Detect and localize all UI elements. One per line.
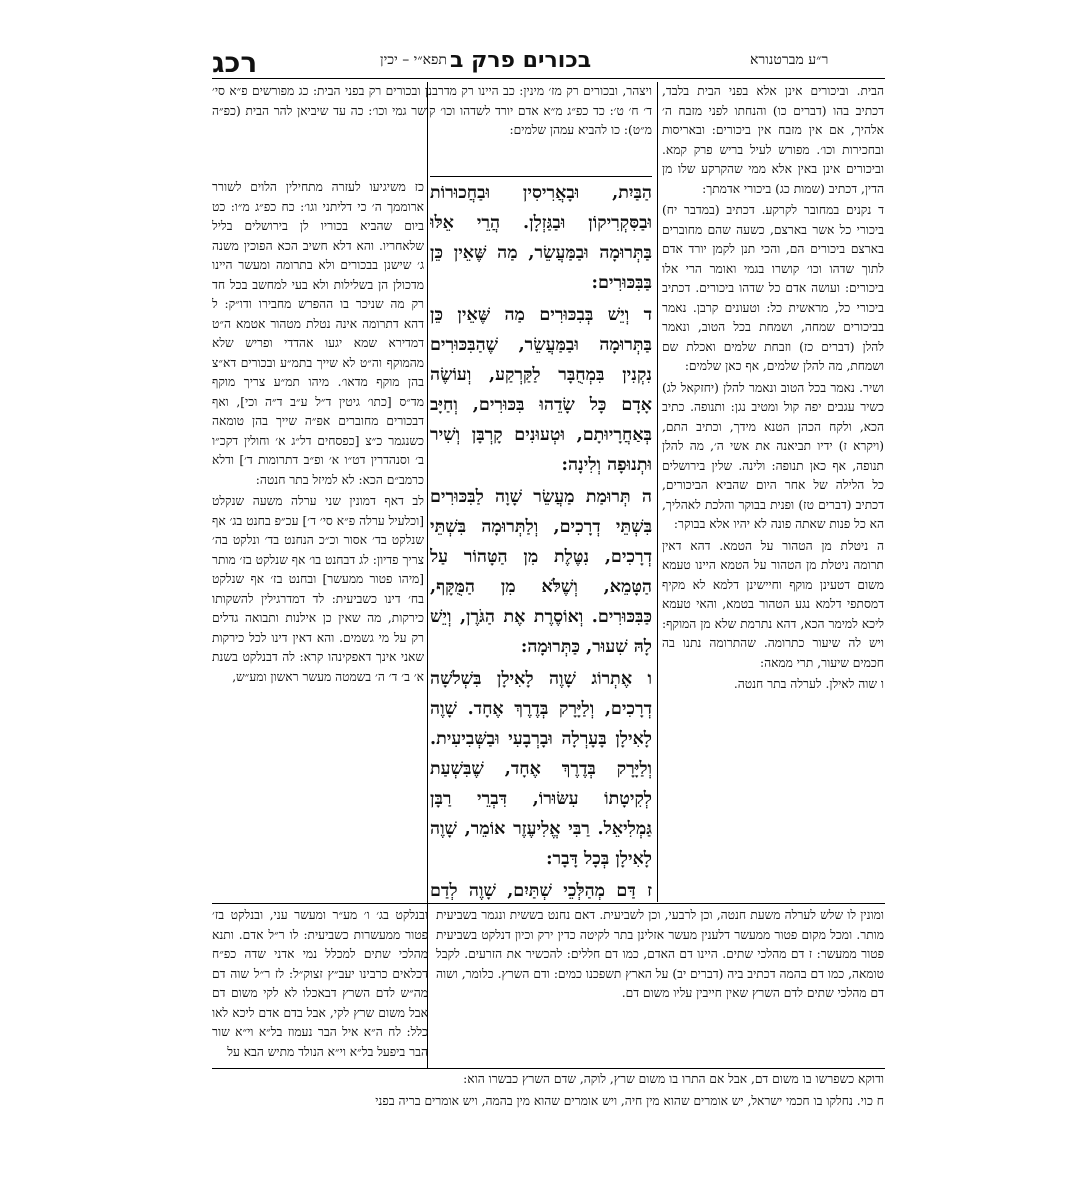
divider (430, 176, 652, 177)
commentary-paragraph: ומונין לו שלש לערלה משעת חנטה, וכן לרבעי, וכן לשביעית. דאם נחנט בששית ונגמר בשביעית מותר. ומכל מקום פטור ממעשר דלענין מעשר אזלינן בתר לקיטה כדין ירק וכיון דנלקט בשביעית פטור ממעשר: ז דם מהלכי שתים. היינו דם האדם, כמו דם חללים: להכשיר את הזרעים. לקבל טומאה, כמו דם בהמה דכתיב ביה (דברים יב) על הארץ תשפכנו כמים: ודם השרץ. כלומר, ושוה דם מהלכי שתים לדם השרץ שאין חייבין עליו משום דם. (436, 908, 884, 1000)
tosafot-yomtov-side (212, 178, 424, 900)
mishnah-paragraph: ו אֶתְרוֹג שָׁוֶה לָאִילָן בִּשְׁלשָׁה דְרָכִים, וְלַיָּרָק בְּדֶרֶךְ אֶחָד. שָׁוֶה לָאִילָן בָּעָרְלָה וּבָרְבָעִי וּבַשְּׁבִיעִית. וְלַיָּרָק בְּדֶרֶךְ אֶחָד, שֶׁבִּשְׁעַת לְקִיטָתוֹ עִשּׂוּרוֹ, דִּבְרֵי רַבָּן גַּמְלִיאֵל. רַבִּי אֱלִיעֶזֶר אוֹמֵר, שָׁוֶה לָאִילָן בְּכָל דָּבָר: (430, 669, 652, 869)
commentary-paragraph: כז משיגיעו לעזרה מתחילין הלוים לשורר ארוממך ה׳ כי דליתני וגו׳: כח כפ״ג מ״ו: כט ביום שהביא בכוריו לן בירושלים בליל שלאחריו. והא דלא חשיב הכא הפוכין משנה ג׳ שישנן בבכורים ולא בתרומה ומעשר היינו מדכולן הן בשלילות ולא בעי למחשב בכל חד רק מה שניכר בו ההפרש מחבירו ודו״ק: ל דהא דתרומה אינה נטלת מטהור אטמא ה״ט דמדירא שמא יגעו אהדדי ופריש שלא מהמוקף וה״ט לא שייך בתמ״ע ובכורים דא״צ בהן מוקף מדאו׳. מיהו תמ״ע צריך מוקף מד״ס [כתו׳ גיטין ד״ל ע״ב ד״ה וכי], ואף דבכורים מחוברים אפ״ה שייך בהן טומאה כשנגמר כ״צ [כפסחים דל״ג א׳ וחולין דקכ״ו ב׳ וסנהדרין דט״ו א׳ ופ״ב דתרומות ד׳] ודלא כרמב״ם הכא: לא למיזל בתר חנטה: (212, 180, 424, 487)
divider (212, 1068, 885, 1069)
mishnah-range: תפא״י – יכין (380, 52, 447, 68)
commentary-paragraph: לב דאף דמונין שני ערלה משעה שנקלט [וכלעיל ערלה פ״א סי׳ ד׳] עכ״פ בחנט בג׳ אף שנלקט בד׳ אסור וכ״כ הנחנט בד׳ ונלקט בה׳ צריך פדיון: לג דבחנט בו׳ אף שנלקט בז׳ מותר [מיהו פטור ממעשר] ובחנט בז׳ אף שנלקט בח׳ דינו כשביעית: לד דמדרגילין להשקותו כירקות, מה שאין כן אילנות ותבואה גדלים רק על מי גשמים. והא דאין דינו לכל כירקות שאני אינך דאפקינהו קרא: לה דבנלקט בשנת א׳ ב׳ ד׳ ה׳ בשמטה מעשר ראשון ומע״ש, (212, 494, 424, 684)
tosafot-yomtov-top (212, 82, 652, 174)
commentary-paragraph: ושיר. נאמר בכל הטוב ונאמר להלן (יחזקאל לג) כשיר עגבים יפה קול ומטיב נגן: ותנופה. כתיב הכא, ולקח הכהן הטנא מידך, וכתיב התם, (ויקרא ז) ידיו תביאנה את אשי ה׳, מה להלן תנופה, אף כאן תנופה: ולינה. שלין בירושלים כל הלילה של אחר היום שהביא הביכורים, דכתיב (דברים טז) ופנית בבוקר והלכת לאהליך, הא כל פנות שאתה פונה לא יהיו אלא בבוקר: (662, 380, 884, 531)
page-title: בכורים פרק ב (450, 48, 592, 73)
commentary-paragraph: ויצהר, ובכורים רק מז׳ מינין: כב היינו רק מדרבנן ובכורים רק בפני הבית: כג מפורשים פ״א סי׳ ד׳ ח׳ ט׳: כד כפ״ג מ״א אדם יורד לשדהו וכו׳ קושר גמי וכו׳: כה עד שיביאן להר הבית (כפ״ה מ״ט): כו להביא עמהן שלמים: (212, 84, 652, 137)
bartenura-commentary-bottom (436, 906, 884, 1068)
column-divider (657, 82, 658, 902)
mishnah-paragraph: ז דַּם מְהַלְּכֵי שְׁתַּיִם, שָׁוֶה לְדַם (430, 881, 652, 900)
tosafot-yomtov-bottom (212, 906, 428, 1068)
commentary-paragraph: ד נקנים במחובר לקרקע. דכתיב (במדבר יח) ביכורי כל אשר בארצם, כשעה שהם מחוברים בארצם ביכורים הם, והכי תנן לקמן יורד אדם לתוך שדהו וכו׳ קושרו בגמי ואומר הרי אלו ביכורים: ועושה אדם כל שדהו ביכורים. דכתיב ביכורי כל, מראשית כל: וטעונים קרבן. נאמר בביכורים שמחה, ושמחת בכל הטוב, ונאמר להלן (דברים כז) וזבחת שלמים ואכלת שם ושמחת, מה להלן שלמים, אף כאן שלמים: (662, 203, 884, 373)
page-number: רכג (212, 46, 258, 79)
commentary-paragraph: ח כוי. נחלקו בו חכמי ישראל, יש אומרים שהוא מין חיה, ויש אומרים שהוא מין בהמה, ויש אומרים בריה בפני (375, 1093, 884, 1108)
commentary-name: ר״ע מברטנורא (750, 52, 829, 68)
header-rule (212, 78, 885, 79)
mishnah-paragraph: ה תְּרוּמַת מַעֲשֵׂר שָׁוָה לַבִּכּוּרִים בִּשְׁתֵּי דְרָכִים, וְלַתְּרוּמָה בִּשְׁתֵּי דְרָכִים, נִטֶּלֶת מִן הַטָּהוֹר עַל הַטָּמֵא, וְשֶׁלֹּא מִן הַמֻּקָּף, כַּבִּכּוּרִים. וְאוֹסֶרֶת אֶת הַגֹּרֶן, וְיֵשׁ לָהּ שִׁעוּר, כַּתְּרוּמָה: (430, 487, 652, 657)
commentary-paragraph: ה ניטלת מן הטהור על הטמא. דהא דאין תרומה ניטלת מן הטהור על הטמא היינו טעמא משום דטעינן מוקף וחיישינן דלמא לא מקיף דמסתפי דלמא נגע הטהור בטמא, והאי טעמא ליכא למימר הכא, דהא נתרמת שלא מן המוקף: ויש לה שיעור כתרומה. שהתרומה נתנו בה חכמים שיעור, תרי ממאה: (662, 538, 884, 670)
mishnah-paragraph: ד וְיֵשׁ בְּבִכּוּרִים מַה שֶּׁאֵין כֵּן בַּתְּרוּמָה וּבַמַּעֲשֵׂר, שֶׁהַבִּכּוּרִים נִקְנִין בִּמְחֻבָּר לַקַּרְקַע, וְעוֹשֶׂה אָדָם כָּל שָׂדֵהוּ בִּכּוּרִים, וְחַיָּב בְּאַחֲרָיוּתָם, וּטְעוּנִים קָרְבָּן וְשִׁיר וּתְנוּפָה וְלִינָה: (430, 305, 652, 475)
commentary-paragraph: ו שוה לאילן. לערלה בתר חנטה. (733, 677, 884, 691)
divider (212, 903, 885, 904)
mishnah-text (430, 178, 652, 900)
commentary-paragraph: הבית. וביכורים אינן אלא בפני הבית בלבד, דכתיב בהו (דברים כו) והנחתו לפני מזבח ה׳ אלהיך, אם אין מזבח אין ביכורים: ובאריסות ובחכירות וכו׳. מפורש לעיל בריש פרק קמא. וביכורים אינן באין אלא ממי שהקרקע שלו מן הדין, דכתיב (שמות כג) ביכורי אדמתך: (662, 84, 884, 196)
commentary-paragraph: ודוקא כשפרשו בו משום דם, אבל אם התרו בו משום שרץ, לוקה, שדם השרץ כבשרו הוא: (463, 1072, 884, 1086)
bartenura-commentary-end (212, 1070, 884, 1130)
mishnah-paragraph: הַבַּיִת, וּבָאֲרִיסִין וּבַחֲכוּרוֹת וּבַסִּקְרִיקוֹן וּבַגַּזְלָן. הֲרֵי אֵלּוּ בַּתְּרוּמָה וּבַמַּעֲשֵׂר, מַה שֶּׁאֵין כֵּן בַּבִּכּוּרִים: (430, 183, 652, 293)
commentary-paragraph: ובנלקט בג׳ ו׳ מע״ר ומעשר עני, ובנלקט בז׳ פטור ממעשרות כשביעית: לו ר״ל אדם. ותנא מהלכי שתים למכלל נמי אדני שדה כפ״ח דכלאים כרבינו יעב״ץ זצוק״ל: לז ר״ל שוה דם מה״ש לדם השרץ דבאכלו לא לקי משום דם אבל משום שרץ לקי, אבל בדם אדם ליכא לאו כלל: לח ה״א איל הבר נעמוז בל״א וי״א שור הבר ביפעל בל״א וי״א הנולד מתיש הבא על (212, 908, 428, 1059)
bartenura-commentary-top (662, 82, 884, 902)
